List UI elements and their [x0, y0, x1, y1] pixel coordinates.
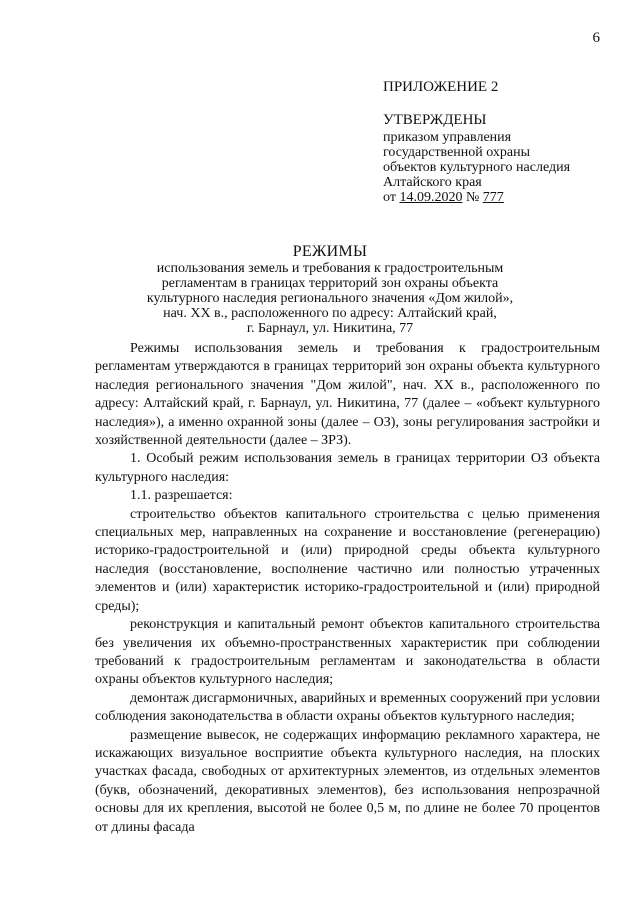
approval-line-1: приказом управления [383, 130, 512, 145]
paragraph-intro: Режимы использования земель и требования к градостроительным регламентам утверждаются в границах территорий зон охраны объекта культурного наследия регионального значения "Дом жилой", нач. XX в., расположенного по адресу: Алтайский край, г. Барнаул, ул. Никитина, 77 (далее – «объект культурного наследия»), а именно охранной зоны (далее – ОЗ), зоны регулирования застройки и хозяйственной деятельности (далее – ЗРЗ). [95, 341, 600, 449]
order-date-number [383, 190, 623, 205]
appendix-label: ПРИЛОЖЕНИЕ 2 [383, 79, 499, 95]
heading-line-5: г. Барнаул, ул. Никитина, 77 [246, 321, 414, 336]
order-date-prefix: от [383, 190, 400, 205]
paragraph-item-construction: строительство объектов капитального строительства с целью применения специальных мер, направленных на сохранение и восстановление (регенерацию) историко-градостроительной и (или) природной среды объекта культурного наследия (восстановление, восполнение частично или полностью утраченных элементов и (или) характеристик историко-градостроительной и (или) природной среды); [95, 506, 600, 614]
heading-line-2: регламентам в границах территорий зон охраны объекта [161, 276, 499, 291]
heading-line-4: нач. XX в., расположенного по адресу: Алтайский край, [163, 306, 497, 321]
paragraph-item-demolition: демонтаж дисгармоничных, аварийных и временных сооружений при условии соблюдения законодательства в области охраны объектов культурного наследия; [95, 690, 600, 725]
order-number: 777 [482, 190, 504, 205]
paragraph-item-reconstruction: реконструкция и капитальный ремонт объектов капитального строительства без увеличения их объемно-пространственных характеристик при соблюдении требований к градостроительным регламентам и законодательства в области охраны объектов культурного наследия; [95, 617, 600, 688]
order-number-sign: № [462, 190, 483, 205]
approved-label: УТВЕРЖДЕНЫ [383, 112, 487, 128]
order-date: 14.09.2020 [399, 190, 463, 205]
heading-line-3: культурного наследия регионального значения «Дом жилой», [146, 291, 514, 306]
document-heading [120, 244, 540, 336]
paragraph-section-1: 1. Особый режим использования земель в границах территории ОЗ объекта культурного наследия: [95, 451, 600, 485]
approval-line-2: государственной охраны [383, 145, 531, 160]
approval-block [383, 80, 623, 205]
document-title: РЕЖИМЫ [292, 243, 368, 260]
page-number: 6 [592, 30, 600, 46]
document-body [95, 340, 600, 837]
paragraph-subsection-1-1: 1.1. разрешается: [130, 488, 233, 504]
heading-line-1: использования земель и требования к градостроительным [156, 261, 504, 276]
approval-line-3: объектов культурного наследия [383, 160, 571, 175]
approval-line-4: Алтайского края [383, 175, 482, 190]
paragraph-item-signage: размещение вывесок, не содержащих информацию рекламного характера, не искажающих визуальное восприятие объекта культурного наследия, на плоских участках фасада, свободных от архитектурных элементов, из отдельных элементов (букв, обозначений, декоративных элементов), без использования непрозрачной основы для их крепления, высотой не более 0,5 м, по длине не более 70 процентов от длины фасада [95, 727, 600, 835]
